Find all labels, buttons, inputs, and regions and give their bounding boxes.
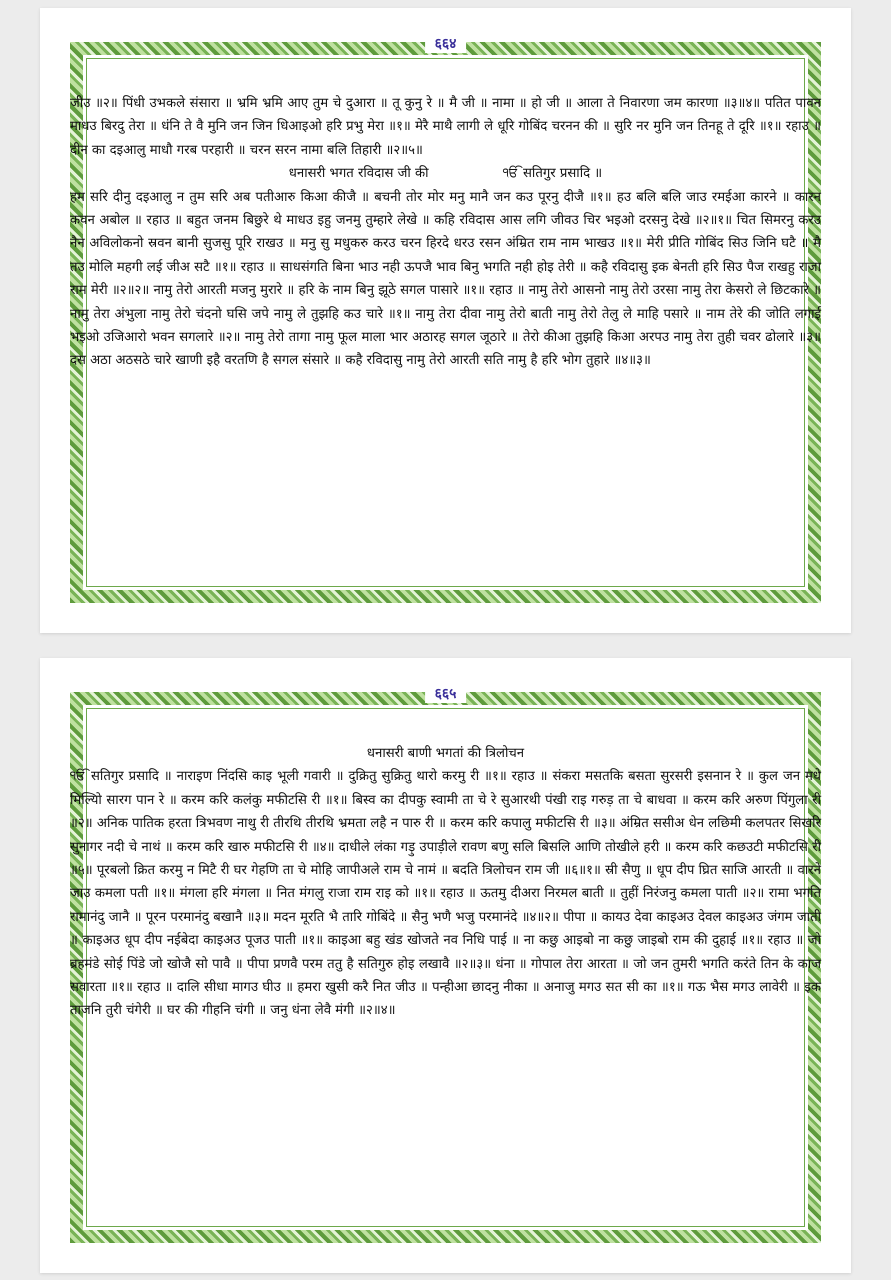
verse-paragraph: ੴ सतिगुर प्रसादि ॥ नाराइण निंदसि काइ भूली गवारी ॥ दुक्रितु सुक्रितु थारो करमु री ॥१॥ रहाउ ॥ संकरा मसतकि बसता सुरसरी इसनान रे ॥ कुल जन मधे मिल्यिो सारग पान रे ॥ करम करि कलंकु मफीटसि री ॥१॥ बिस्व का दीपकु स्वामी ता चे रे सुआरथी पंखी राइ गरुड़ ता चे बाधवा ॥ करम करि अरुण पिंगुला री ॥२॥ अनिक पातिक हरता त्रिभवण नाथु री तीरथि तीरथि भ्रमता लहै न पारु री ॥ करम करि कपालु मफीटसि री ॥३॥ अंम्रित ससीअ धेन लछिमी कलपतर सिखरि सुनागर नदी चे नाथं ॥ करम करि खारु मफीटसि री ॥४॥ दाधीले लंका गड़ु उपाड़ीले रावण बणु सलि बिसलि आणि तोखीले हरी ॥ करम करि कछउटी मफीटसि री ॥५॥ पूरबलो क्रित करमु न मिटै री घर गेहणि ता चे मोहि जापीअले राम चे नामं ॥ बदति त्रिलोचन राम जी ॥६॥१॥ स्री सैणु ॥ धूप दीप घ्रित साजि आरती ॥ वारने जाउ कमला पती ॥१॥ मंगला हरि मंगला ॥ नित मंगलु राजा राम राइ को ॥१॥ रहाउ ॥ ऊतमु दीअरा निरमल बाती ॥ तुहीं निरंजनु कमला पाती ॥२॥ रामा भगति रामानंदु जानै ॥ पूरन परमानंदु बखानै ॥३॥ मदन मूरति भै तारि गोबिंदे ॥ सैनु भणै भजु परमानंदे ॥४॥२॥ पीपा ॥ कायउ देवा काइअउ देवल काइअउ जंगम जाती ॥ काइअउ धूप दीप नईबेदा काइअउ पूजउ पाती ॥१॥ काइआ बहु खंड खोजते नव निधि पाई ॥ ना कछु आइबो ना कछु जाइबो राम की दुहाई ॥१॥ रहाउ ॥ जो ब्रहमंडे सोई पिंडे जो खोजै सो पावै ॥ पीपा प्रणवै परम ततु है सतिगुरु होइ लखावै ॥२॥३॥ धंना ॥ गोपाल तेरा आरता ॥ जो जन तुमरी भगति करंते तिन के काज सवारता ॥१॥ रहाउ ॥ दालि सीधा मागउ घीउ ॥ हमरा खुसी करै नित जीउ ॥ पन्हीआ छादनु नीका ॥ अनाजु मगउ सत सी का ॥१॥ गऊ भैस मगउ लावेरी ॥ इक ताजनि तुरी चंगेरी ॥ घर की गीहनि चंगी ॥ जनु धंना लेवै मंगी ॥२॥४॥ (70, 769, 821, 1019)
heading-title: धनासरी भगत रविदास जी की (288, 166, 429, 182)
section-heading (70, 162, 821, 185)
page-number: ६६४ (425, 34, 467, 53)
heading-invocation: ੴ सतिगुर प्रसादि ॥ (502, 166, 603, 182)
page-665-text (70, 742, 821, 1023)
section-heading: धनासरी बाणी भगतां की त्रिलोचन (366, 746, 525, 761)
page-664-text (70, 92, 821, 373)
verse-paragraph: हम सरि दीनु दइआलु न तुम सरि अब पतीआरु किआ कीजै ॥ बचनी तोर मोर मनु मानै जन कउ पूरनु दीजै ॥१॥ हउ बलि बलि जाउ रमईआ कारने ॥ कारन कवन अबोल ॥ रहाउ ॥ बहुत जनम बिछुरे थे माधउ इहु जनमु तुम्हारे लेखे ॥ कहि रविदास आस लगि जीवउ चिर भइओ दरसनु देखे ॥२॥१॥ चित सिमरनु करउ नैन अविलोकनो स्रवन बानी सुजसु पूरि राखउ ॥ मनु सु मधुकरु करउ चरन हिरदे धरउ रसन अंम्रित राम नाम भाखउ ॥१॥ मेरी प्रीति गोबिंद सिउ जिनि घटै ॥ मै तउ मोलि महगी लई जीअ सटै ॥१॥ रहाउ ॥ साधसंगति बिना भाउ नही ऊपजै भाव बिनु भगति नही होइ तेरी ॥ कहै रविदासु इक बेनती हरि सिउ पैज राखहु राजा राम मेरी ॥२॥२॥ नामु तेरो आरती मजनु मुरारे ॥ हरि के नाम बिनु झूठे सगल पासारे ॥१॥ रहाउ ॥ नामु तेरो आसनो नामु तेरो उरसा नामु तेरा केसरो ले छिटकारे ॥ नामु तेरा अंभुला नामु तेरो चंदनो घसि जपे नामु ले तुझहि कउ चारे ॥१॥ नामु तेरा दीवा नामु तेरो बाती नामु तेरो तेलु ले माहि पसारे ॥ नाम तेरे की जोति लगाई भइओ उजिआरो भवन सगलारे ॥२॥ नामु तेरो तागा नामु फूल माला भार अठारह सगल जूठारे ॥ तेरो कीआ तुझहि किआ अरपउ नामु तेरा तुही चवर ढोलारे ॥३॥ दस अठा अठसठे चारे खाणी इहै वरतणि है सगल संसारे ॥ कहै रविदासु नामु तेरो आरती सति नामु है हरि भोग तुहारे ॥४॥३॥ (70, 189, 821, 369)
page-number: ६६५ (425, 684, 467, 703)
verse-paragraph: जीउ ॥२॥ पिंधी उभकले संसारा ॥ भ्रमि भ्रमि आए तुम चे दुआरा ॥ तू कुनु रे ॥ मै जी ॥ नामा ॥ हो जी ॥ आला ते निवारणा जम कारणा ॥३॥४॥ पतित पावन माधउ बिरदु तेरा ॥ धंनि ते वै मुनि जन जिन धिआइओ हरि प्रभु मेरा ॥१॥ मेरै माथै लागी ले धूरि गोबिंद चरनन की ॥ सुरि नर मुनि जन तिनहू ते दूरि ॥१॥ रहाउ ॥ दीन का दइआलु माधौ गरब परहारी ॥ चरन सरन नामा बलि तिहारी ॥२॥५॥ (70, 96, 821, 158)
